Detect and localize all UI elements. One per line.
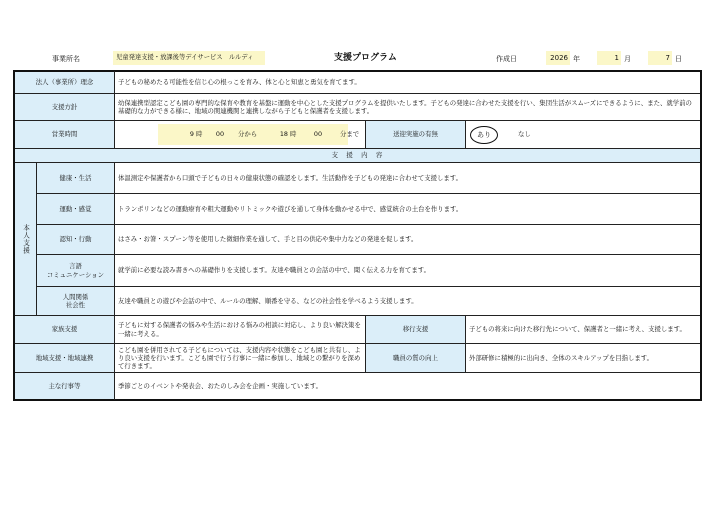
personal-support-label: 本人支援: [21, 223, 30, 255]
end-hour-unit: 時: [290, 130, 297, 139]
start-hour-unit: 時: [196, 130, 203, 139]
end-minute-field[interactable]: 00: [313, 130, 323, 139]
support-label-motor: 運動・感覚: [59, 204, 92, 213]
month-field[interactable]: 1: [597, 51, 621, 65]
support-label-language: 言語 コミュニケーション: [46, 262, 105, 279]
year-field[interactable]: 2026: [546, 51, 570, 65]
support-text-health[interactable]: 体温測定や保護者から口頭で子どもの日々の健康状態の確認をします。生活動作を子どもの発達に合わせて支援します。: [118, 173, 463, 182]
from-label: 分から: [238, 130, 258, 139]
family-support-text[interactable]: 子どもに対する保護者の悩みや生活における悩みの相談に対応し、より良い解決策を一緒に考える。: [118, 321, 361, 338]
day-field[interactable]: 7: [648, 51, 672, 65]
office-name-field[interactable]: 児童発達支援・放課後等デイサービス ルルディ: [113, 51, 265, 65]
staff-quality-text[interactable]: 外部研修に積極的に出向き、全体のスキルアップを目指します。: [469, 353, 654, 362]
end-hour-field[interactable]: 18: [279, 130, 288, 139]
support-label-health: 健康・生活: [59, 173, 92, 182]
policy-label: 支援方針: [51, 102, 78, 111]
until-label: 分まで: [340, 130, 360, 139]
year-unit: 年: [573, 55, 580, 63]
created-date-label: 作成日: [496, 55, 517, 63]
support-label-cognition: 認知・行動: [59, 235, 92, 244]
transport-no-option[interactable]: なし: [518, 130, 531, 139]
transport-yes-option[interactable]: あり: [470, 126, 498, 144]
hours-label: 営業時間: [51, 130, 78, 139]
philosophy-label: 法人（事業所）理念: [35, 78, 94, 87]
start-hour-field[interactable]: 9: [189, 130, 194, 139]
transition-support-text[interactable]: 子どもの将来に向けた移行先について、保護者と一緒に考え、支援します。: [469, 325, 686, 334]
support-text-motor[interactable]: トランポリンなどの運動療育や粗大運動やリトミックや遊びを通して身体を動かせる中で、感覚統合の土台を作ります。: [118, 204, 463, 213]
month-unit: 月: [624, 55, 631, 63]
staff-quality-label: 職員の質の向上: [393, 353, 438, 362]
office-name-label: 事業所名: [52, 55, 80, 63]
community-support-label: 地域支援・地域連携: [35, 353, 94, 362]
support-text-cognition[interactable]: はさみ・お箸・スプーン等を使用した微細作業を通して、手と目の供応や集中力などの発達を促します。: [118, 235, 418, 244]
content-header: 支 援 内 容: [331, 151, 384, 160]
page-title: 支援プログラム: [334, 53, 397, 63]
philosophy-text[interactable]: 子どもの秘めたる可能性を信じ心の根っこを育み、体と心と知恵と勇気を育てます。: [118, 78, 361, 87]
support-label-social: 人間関係 社会性: [62, 292, 89, 309]
start-minute-field[interactable]: 00: [215, 130, 225, 139]
events-label: 主な行事等: [48, 381, 81, 390]
transition-support-label: 移行支援: [402, 325, 429, 334]
support-text-social[interactable]: 友達や職員との遊びや会話の中で、ルールの理解、順番を守る、などの社会性を学べるよう支援します。: [118, 296, 418, 305]
transport-label: 送迎実施の有無: [393, 130, 438, 139]
policy-text[interactable]: 幼保連携型認定こども園の専門的な保育や教育を基盤に運動を中心とした支援プログラムを提供いたします。子どもの発達に合わせた支援を行い、集団生活がスムーズにできるように、また、就学前の基礎的な力ができる様に、地域の関連機関と連携しながら子どもと保護者を支援します。: [118, 98, 692, 115]
family-support-label: 家族支援: [51, 325, 78, 334]
day-unit: 日: [675, 55, 682, 63]
support-text-language[interactable]: 就学前に必要な読み書きへの基礎作りを支援します。友達や職員との会話の中で、聞く伝える力を育てます。: [118, 266, 430, 275]
events-text[interactable]: 季節ごとのイベントや発表会、おたのしみ会を企画・実施しています。: [118, 381, 322, 390]
community-support-text[interactable]: こども園を併用されてる子どもについては、支援内容や状態をこども園と共有し、より良い支援を行います。こども園で行う行事に一緒に参加し、地域との繋がりを深めて行きます。: [118, 345, 361, 371]
